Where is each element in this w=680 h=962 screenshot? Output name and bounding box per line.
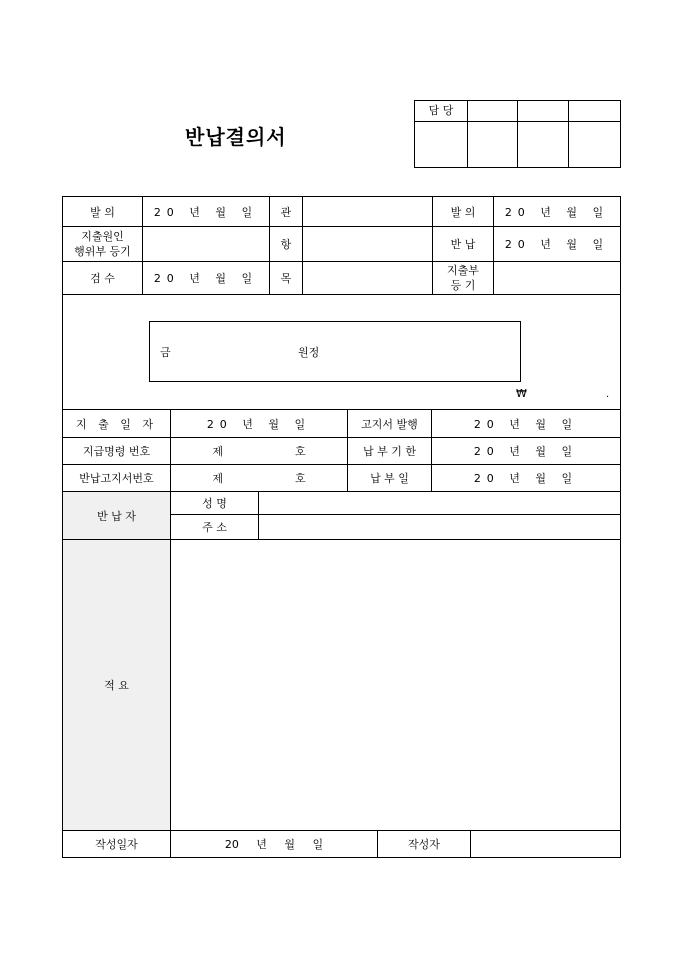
payer-name-field[interactable] bbox=[259, 492, 620, 514]
top-r1-mid-label: 관 bbox=[280, 205, 292, 219]
top-r3-right-label bbox=[433, 262, 493, 294]
top-r2-right-label: 반 납 bbox=[450, 238, 476, 251]
top-r3-right-value[interactable] bbox=[494, 262, 620, 294]
row3-ho: 호 bbox=[295, 472, 306, 485]
top-r1-label: 발 의 bbox=[90, 205, 115, 219]
footer-author-label: 작성자 bbox=[408, 838, 440, 851]
top-r1-right-date[interactable]: 20 년 월 일 bbox=[504, 205, 610, 219]
top-r2-value[interactable] bbox=[143, 227, 269, 261]
top-r1-date[interactable]: 20 년 월 일 bbox=[153, 205, 259, 219]
top-r2-label bbox=[63, 227, 142, 261]
top-r3-label: 검 수 bbox=[90, 272, 115, 285]
row2-label2: 납 부 기 한 bbox=[363, 445, 416, 458]
summary-label: 적 요 bbox=[104, 679, 129, 692]
amount-box[interactable] bbox=[149, 321, 521, 382]
row1-label2: 고지서 발행 bbox=[361, 417, 418, 431]
won-symbol: ₩ bbox=[516, 387, 527, 400]
amount-prefix: 금 bbox=[160, 346, 171, 359]
row3-number[interactable] bbox=[171, 465, 347, 491]
top-r3-date[interactable]: 20 년 월 일 bbox=[153, 272, 259, 285]
row1-date[interactable]: 20 년 월 일 bbox=[206, 417, 312, 431]
top-r3-mid-label: 목 bbox=[280, 272, 292, 285]
row1-date2[interactable]: 20 년 월 일 bbox=[473, 417, 579, 431]
summary-field[interactable] bbox=[171, 540, 620, 830]
top-r3-right-label-line1: 지출부 bbox=[447, 264, 479, 277]
row3-je: 제 bbox=[212, 472, 223, 485]
top-r2-label-line1: 지출원인 bbox=[81, 230, 124, 243]
footer-date[interactable]: 20 년 월 일 bbox=[224, 838, 324, 851]
top-r2-right-date[interactable]: 20 년 월 일 bbox=[504, 238, 610, 251]
row3-date2[interactable]: 20 년 월 일 bbox=[473, 472, 579, 485]
amount-suffix: 원정 bbox=[298, 346, 320, 359]
row2-label: 지급명령 번호 bbox=[82, 445, 151, 458]
footer-label: 작성일자 bbox=[95, 838, 138, 851]
top-r3-right-label-line2: 등 기 bbox=[450, 279, 476, 292]
top-r2-mid-value[interactable] bbox=[303, 227, 432, 261]
row2-date2[interactable]: 20 년 월 일 bbox=[473, 445, 579, 458]
top-r1-mid-value[interactable] bbox=[303, 197, 432, 226]
top-r1-right-label: 발 의 bbox=[450, 205, 476, 219]
approval-signature-3[interactable] bbox=[569, 122, 620, 167]
top-r2-mid-label: 항 bbox=[280, 238, 292, 251]
row1-label: 지 출 일 자 bbox=[76, 417, 157, 431]
payer-label: 반 납 자 bbox=[97, 509, 136, 523]
approval-signature-1[interactable] bbox=[468, 122, 517, 167]
row3-label: 반납고지서번호 bbox=[79, 472, 154, 485]
footer-author-field[interactable] bbox=[471, 831, 620, 857]
row2-ho: 호 bbox=[295, 445, 306, 458]
row2-je: 제 bbox=[212, 445, 223, 458]
amount-dot: . bbox=[606, 389, 610, 400]
row2-number[interactable] bbox=[171, 438, 347, 464]
payer-name-label: 성 명 bbox=[202, 497, 227, 510]
top-r2-label-line2: 행위부 등기 bbox=[74, 245, 131, 258]
document-title: 반납결의서 bbox=[185, 125, 287, 149]
payer-address-label: 주 소 bbox=[202, 521, 227, 534]
payer-address-field[interactable] bbox=[259, 515, 620, 539]
top-r3-mid-value[interactable] bbox=[303, 262, 432, 294]
approval-header: 담 당 bbox=[415, 101, 468, 122]
row3-label2: 납 부 일 bbox=[370, 472, 409, 485]
approval-signature-2[interactable] bbox=[518, 122, 568, 167]
approval-box bbox=[414, 100, 621, 168]
